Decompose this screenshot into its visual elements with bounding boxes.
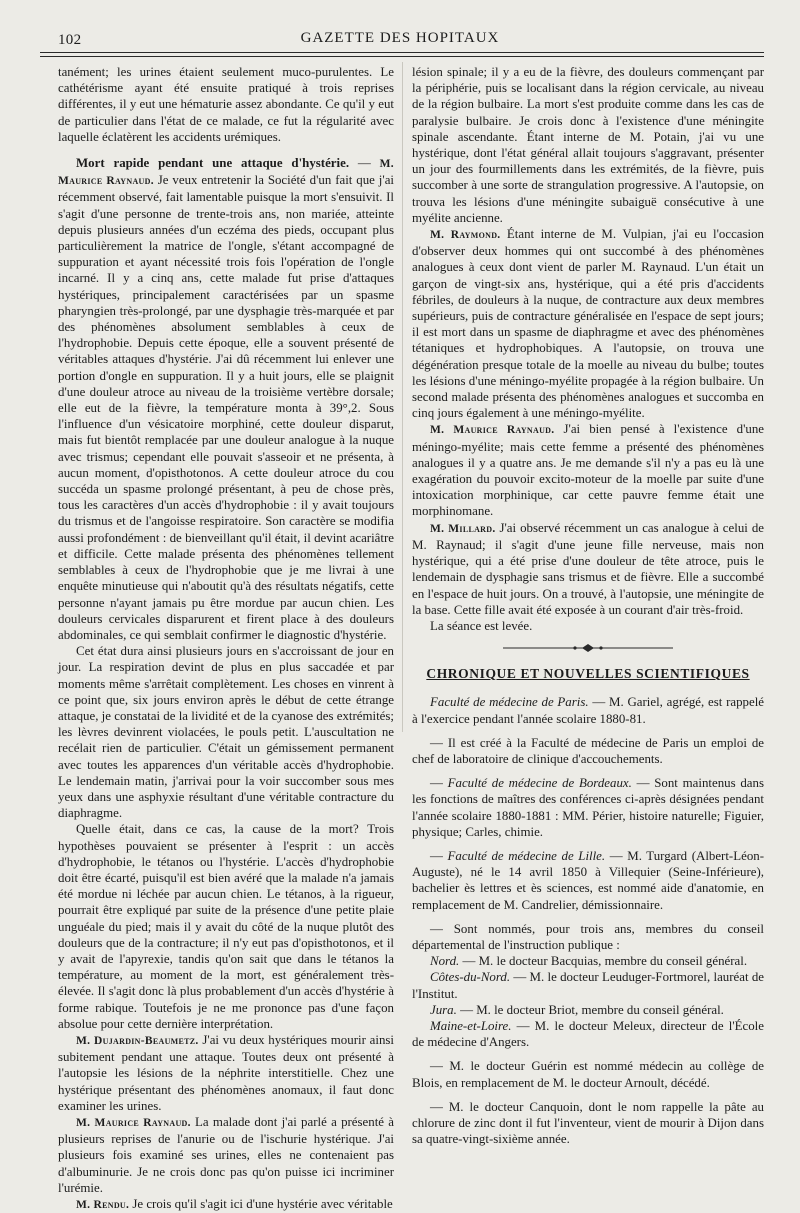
speaker-paragraph: [412, 226, 764, 421]
news-subitem: [412, 969, 764, 1001]
running-title: GAZETTE DES HOPITAUX: [300, 30, 500, 46]
speaker-paragraph: [58, 1032, 394, 1114]
news-source: Faculté de médecine de Lille.: [447, 848, 606, 863]
ornament-divider: [412, 644, 764, 652]
news-item: — M. le docteur Canquoin, dont le nom rappelle la pâte au chlorure de zinc dont il fut l'inventeur, vient de mourir à Dijon dans sa quatre-vingt-sixième année.: [412, 1099, 764, 1147]
news-subitem: [412, 953, 764, 969]
paragraph-text: Je crois qu'il s'agit ici d'une hystérie avec véritable: [129, 1197, 393, 1212]
news-text: — M. le docteur Meleux, directeur de l'École de médecine d'Angers.: [412, 1018, 764, 1050]
news-source: Nord.: [430, 954, 460, 969]
page-number: 102: [58, 32, 82, 48]
news-subitem: [412, 1002, 764, 1018]
page-header: [0, 0, 800, 58]
news-item: [412, 694, 764, 726]
paragraph: tanément; les urines étaient seulement muco-purulentes. Le cathétérisme ayant été ensuite pratiqué à trois reprises différentes, il y eut une hématurie assez abondante. Ce qu'il y eut de particulier dans l'état de ce malade, ce fut la régularité avec laquelle éclatèrent les accidents urémiques.: [58, 65, 394, 144]
paragraph-text: J'ai bien pensé à l'existence d'une méningo-myélite; mais cette femme a présenté des phénomènes analogues il y a quatre ans. Je me demande s'il n'y a pas eu là une exagération du pouvoir excito-moteur de la moelle par suite d'une intoxication morphinique, car cette pauvre femme était une morphinomane.: [412, 422, 764, 519]
left-column: [58, 64, 394, 1213]
news-item: — Il est créé à la Faculté de médecine de Paris un emploi de chef de laboratoire de clinique d'accouchements.: [412, 735, 764, 766]
news-item: [412, 775, 764, 840]
speaker-paragraph: [58, 1114, 394, 1196]
column-divider: [402, 62, 403, 732]
paragraph: lésion spinale; il y a eu de la fièvre, des douleurs commençant par la périphérie, puis se localisant dans la région cervicale, au niveau de la région bulbaire. La mort s'est produite comme dans les cas de paralysie bulbaire. Je crois donc à l'existence d'une méningite spinale ascendante. Étant interne de M. Potain, j'ai vu une hystérique, dont l'état général allait toujours s'aggravant, présenter un jour des fourmillements dans les extrémités, de la fièvre, puis succomber à une sorte de strangulation progressive. A l'autopsie, on trouva les lésions d'une méningite subaiguë consécutive à une myélite ancienne.: [412, 65, 764, 225]
news-text: — M. le docteur Briot, membre du conseil général.: [456, 1002, 724, 1017]
paragraph: Cet état dura ainsi plusieurs jours en s'accroissant de jour en jour. La respiration devint de plus en plus saccadée et par moments même s'arrêtait complètement. Les choses en vinrent à ce point que, six jours environ après le début de cette étrange attaque, je constatai de la lividité et de la cyanose des extrémités; les lèvres devinrent violacées, le pouls petit. L'auscultation ne recélait rien de particulier. C'était un gémissement permanent avec toutes les apparences d'un véritable accès d'hydrophobie. Le lendemain matin, j'arrivai pour la voir succomber sous mes yeux dans une asphyxie résultant d'une véritable contracture du diaphragme.: [58, 644, 394, 821]
speaker-paragraph: [412, 421, 764, 519]
news-source: Faculté de médecine de Bordeaux.: [447, 776, 632, 791]
paragraph-text: Étant interne de M. Vulpian, j'ai eu l'occasion d'observer deux hommes qui ont succombé à des phénomènes analogues à ceux dont vient de parler M. Raynaud. L'un était un garçon de vingt-six ans, hystérique, qui a été pris d'accidents fébriles, de douleurs à la nuque, de contracture aux deux membres supérieurs, puis de contracture généralisée en l'espace de sept jours; il est mort dans un spasme de diaphragme et avec des phénomènes tétaniques et hydrophobiques. A l'autopsie, on trouva une dégénération presque totale de la moelle au niveau du bulbe; toutes les lésions d'une méningo-myélite propagée à la région bulbaire. Un second malade présenta des phénomènes analogues et succomba en cinq jours également à une méningo-myélite.: [412, 227, 765, 421]
header-rule-thin: [40, 56, 764, 57]
dash: —: [349, 156, 380, 171]
header-rule: [40, 52, 764, 53]
news-source: Faculté de médecine de Paris.: [430, 695, 589, 710]
speaker-paragraph: [412, 520, 764, 618]
speaker-paragraph: [58, 1196, 394, 1213]
speaker-name: M. Maurice Raynaud.: [430, 424, 555, 437]
paragraph-text: La malade dont j'ai parlé a présenté à plusieurs reprises de l'anurie ou de l'ischurie hystérique. J'ai plusieurs fois examiné ses urines, elles ne contenaient pas d'albuminurie. Je ne crois donc pas qu'on puisse ici incriminer l'urémie.: [58, 1115, 395, 1195]
news-text: — Sont maintenus dans les fonctions de maîtres des conférences ci-après désignées pendant l'année scolaire 1880-1881 : MM. Périer, histoire naturelle; Figuier, physique; Carles, chimie.: [412, 776, 764, 839]
speaker-name: M. Dujardin-Beaumetz.: [76, 1034, 199, 1047]
paragraph-text: Je veux entretenir la Société d'un fait que j'ai récemment observé, fait lamentable puisque la mort s'ensuivit. Il s'agit d'une personne de trente-trois ans, non mariée, atteinte depuis plusieurs années d'un eczéma des pieds, occupant plus particulièrement la matrice de l'ongle, s'étant accompagné de suppuration et ayant nécessité trois fois l'opération de l'ongle incarné. Il y a cinq ans, cette malade fut prise d'attaques hystériques, principalement caractérisées par un spasme pharyngien très-prolongé, par une dysphagie très-marquée et par des phénomènes absolument semblables à ceux de l'hydrophobie. Depuis cette époque, elle a souvent présenté de véritables attaques d'hystérie. J'ai dû récemment lui enlever une portion d'ongle en suppuration. Il y a huit jours, elle se plaignit d'une douleur atroce au niveau de la troisième vertèbre dorsale; elle eut de la fièvre, la température monta à 39°,2. Sous l'influence d'un vésicatoire morphiné, cette douleur disparut, mais fut bientôt remplacée par une douleur analogue à la nuque avec trismus; cependant elle pouvait s'asseoir et ne présenta, à aucun moment, d'opisthotonos. A cette douleur atroce du cou succéda un spasme prolongé présentant, à peu de chose près, tous les caractères d'un accès d'hydrophobie : il y avait toujours du trismus et de l'angoisse respiratoire. Son caractère se modifia aussi profondément : de bienveillant qu'il était, il devint acariâtre et difficile. Cette malade présenta des phénomènes tellement semblables à ceux de l'hydrophobie que je me livrai à une enquête minutieuse qui n'aboutit qu'à des résultats négatifs, cette personne n'ayant jamais pu être mordue par aucun chien. Les douleurs cervicales disparurent et firent place à des douleurs abdominales, ce qui semblait confirmer le diagnostic d'hystérie.: [58, 173, 394, 642]
news-item: [412, 848, 764, 913]
closing-line: La séance est levée.: [430, 618, 533, 633]
news-source: Côtes-du-Nord.: [430, 970, 511, 985]
article-title: Mort rapide pendant une attaque d'hystérie.: [76, 156, 350, 171]
news-text: — M. le docteur Leuduger-Fortmorel, lauréat de l'Institut.: [412, 970, 764, 1001]
news-item: — M. le docteur Guérin est nommé médecin au collège de Blois, en remplacement de M. le docteur Arnoult, décédé.: [412, 1059, 764, 1090]
speaker-name: M. Rendu.: [76, 1199, 130, 1212]
news-source: Jura.: [430, 1002, 457, 1017]
speaker-name: M. Maurice Raynaud.: [76, 1117, 191, 1129]
article-heading-paragraph: [58, 155, 394, 643]
ornament-rule-icon: [503, 644, 673, 652]
speaker-name: M. Millard.: [430, 522, 496, 535]
dash: —: [430, 776, 448, 791]
paragraph-text: J'ai observé récemment un cas analogue à celui de M. Raynaud; il s'agit d'une jeune fille nerveuse, mais non hystérique, qui a été prise d'une douleur de tête atroce, puis le lendemain de dysphagie sans trismus et de fièvre. Elle a succombé en l'espace de huit jours. On a trouvé, à l'autopsie, une méningite de la base. Cette fille avait été exposée à un courant d'air très-froid.: [412, 520, 764, 617]
news-text: — M. Turgard (Albert-Léon-Auguste), né le 14 avril 1850 à Villequier (Seine-Inférieure), bachelier ès lettres et ès sciences, est nommé aide d'anatomie, en remplacement de M. Candrelier, démissionnaire.: [412, 848, 765, 912]
news-subitem: [412, 1018, 764, 1050]
dash: —: [430, 848, 448, 863]
speaker-name: M. Raymond.: [430, 229, 501, 242]
news-item: — Sont nommés, pour trois ans, membres du conseil départemental de l'instruction publique :: [412, 921, 764, 952]
news-text: — M. Gariel, agrégé, est rappelé à l'exercice pendant l'année scolaire 1880-81.: [412, 695, 764, 726]
news-text: — M. le docteur Bacquias, membre du conseil général.: [459, 954, 748, 969]
paragraph-text: J'ai vu deux hystériques mourir ainsi subitement pendant une attaque. Toutes deux ont présenté à l'autopsie les lésions de la néphrite interstitielle. Chez une hystérique présentant des phénomènes anomaux, il faut donc examiner les urines.: [58, 1032, 394, 1113]
paragraph: Quelle était, dans ce cas, la cause de la mort? Trois hypothèses pouvaient se présenter à l'esprit : un accès d'hydrophobie, le tétanos ou l'hystérie. L'accès d'hydrophobie doit être écarté, puisqu'il est bien avéré que la malade n'a jamais été mordue ni léchée par aucun chien. Le tétanos, à la rigueur, pourrait être expliqué par suite de la présence d'une petite plaie unguéale du pied; mais il y avait du côté de la nuque plutôt des douleurs que de la contracture; il n'y eut pas d'opisthotonos, et il y avait de l'apyrexie, tandis qu'on sait que dans le tétanos la température, au moment de la mort, est généralement très-élevée. Il s'agit donc là plus probablement d'un accès d'hystérie à forme rabique. Toutefois je ne me prononce pas d'une façon absolue pour cette dernière interprétation.: [58, 822, 394, 1031]
news-source: Maine-et-Loire.: [430, 1018, 512, 1033]
speaker-name: M. Maurice Raynaud.: [58, 158, 394, 188]
section-title: CHRONIQUE ET NOUVELLES SCIENTIFIQUES: [426, 666, 750, 682]
right-column: [412, 64, 764, 1147]
